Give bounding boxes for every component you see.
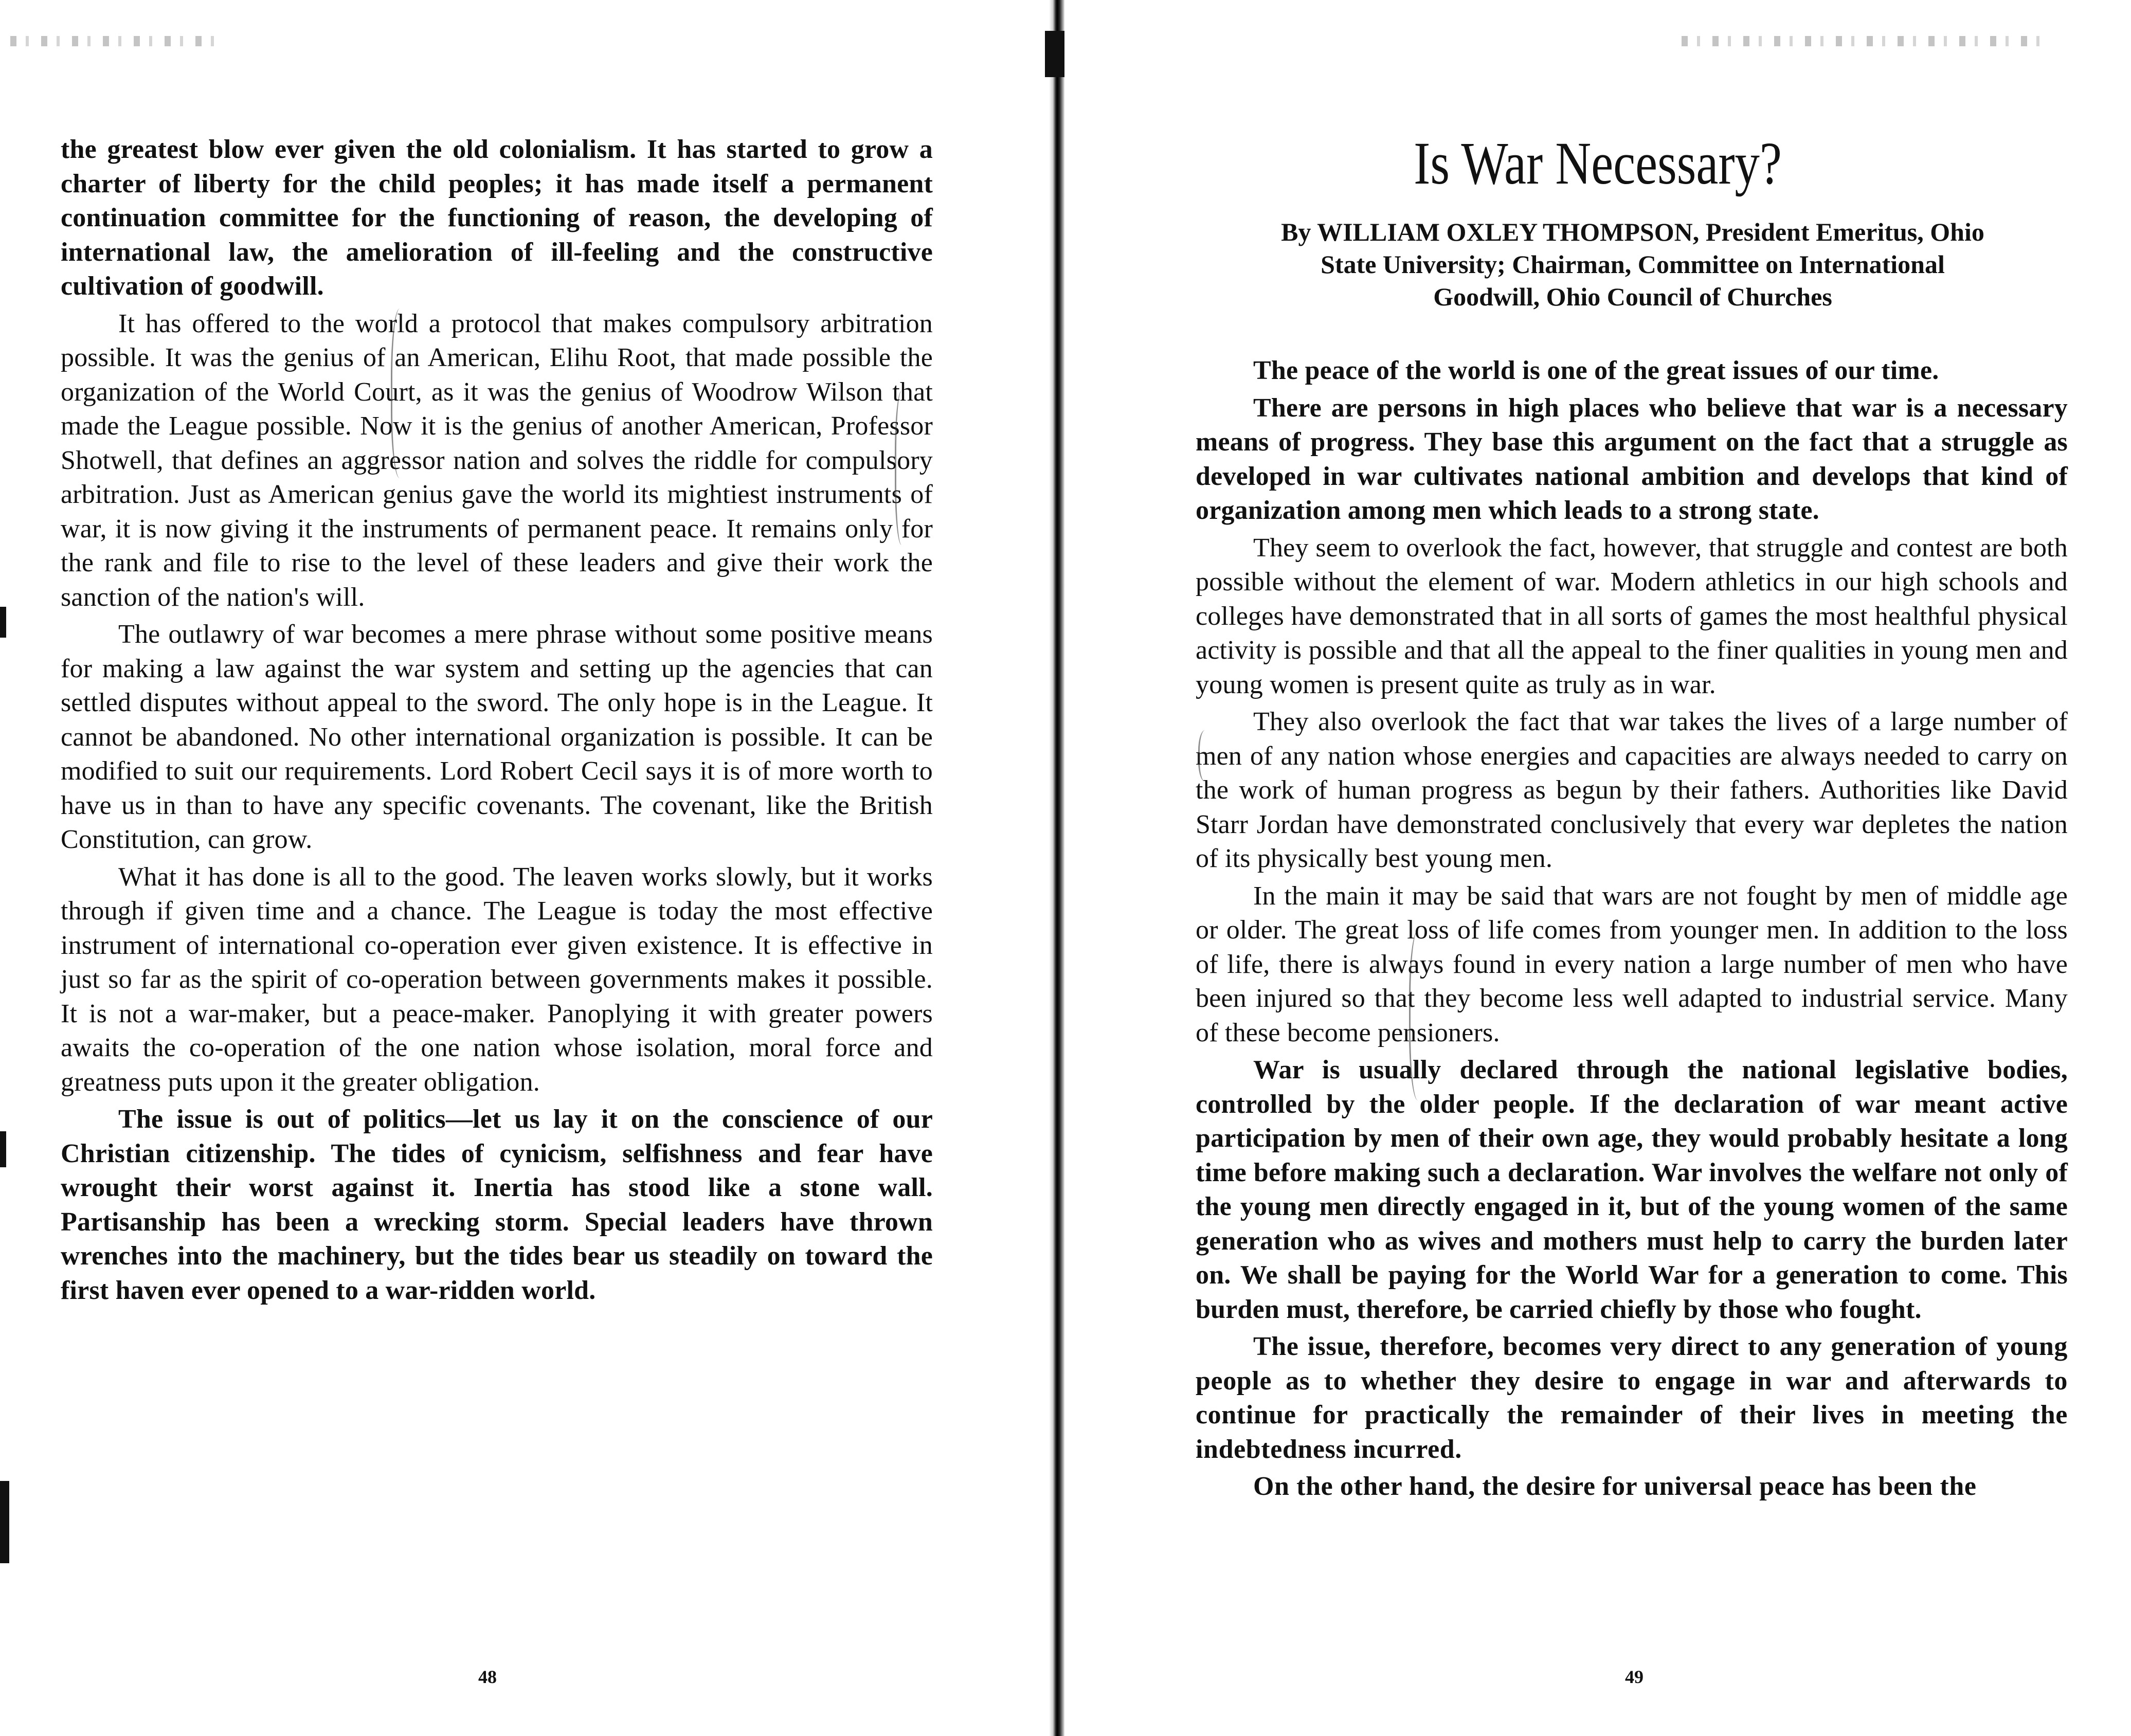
paragraph: It has offered to the world a protocol that makes compulsory arbitration possible. It was the genius of an American, Elihu Root, that made possible the organization of the World Court, as it was the genius of Woodrow Wilson that made the League possible. Now it is the genius of another American, Professor Shotwell, that defines an aggressor nation and solves the riddle for compulsory arbitration. Just as American genius gave the world its mightiest instruments of war, it is now giving it the instruments of permanent peace. It remains only for the rank and file to rise to the level of these leaders and give their work the sanction of the nation's will. [61,309,933,612]
left-page-text [61,133,933,1311]
scan-edge-artifact [0,607,6,638]
paragraph: There are persons in high places who believe that war is a necessary means of progress. They base this argument on the fact that a struggle as developed in war cultivates national ambition and develops that kind of organization among men which leads to a strong state. [1196,393,2068,525]
pen-mark [1198,730,1215,782]
scan-edge-artifact [0,1131,6,1167]
paragraph: The issue is out of politics—let us lay it on the conscience of our Christian citizenship. The tides of cynicism, selfishness and fear have wrought their worst against it. Inertia has stood like a stone wall. Partisanship has been a wrecking storm. Special leaders have thrown wrenches into the machinery, but the tides bear us steadily on toward the first haven ever opened to a war-ridden world. [61,1105,933,1305]
paragraph: On the other hand, the desire for universal peace has been the [1253,1472,1977,1501]
pen-mark [391,309,413,478]
scan-edge-artifact [0,1481,9,1563]
article-title: Is War Necessary? [1414,130,1782,197]
paragraph: In the main it may be said that wars are not fought by men of middle age or older. The great loss of life comes from younger men. In addition to the loss of life, there is always found in every nation a large number of men who have been injured so that they become less well adapted to industrial service. Many of these become pensioners. [1196,881,2068,1047]
scan-edge-artifact [10,36,226,46]
paragraph: What it has done is all to the good. The leaven works slowly, but it works through if given time and a chance. The League is today the most effective instrument of international co-operation ever given existence. It is effective in just so far as the spirit of co-operation between governments makes it possible. It is not a war-maker, but a peace-maker. Panoplying it with greater powers awaits the co-operation of the one nation whose isolation, moral force and greatness puts upon it the greater obligation. [61,862,933,1097]
page-number: 49 [1625,1667,1644,1687]
paragraph: the greatest blow ever given the old colonialism. It has started to grow a charter of liberty for the child peoples; it has made itself a permanent continuation committee for the functioning of reason, the developing of international law, the amelioration of ill-feeling and the constructive cultivation of goodwill. [61,135,933,301]
byline-line: State University; Chairman, Committee on International [1321,250,1945,279]
book-gutter [1049,0,1064,1736]
byline-line: By WILLIAM OXLEY THOMPSON, President Emeritus, Ohio [1281,218,1984,246]
byline [1196,216,2070,313]
scan-edge-artifact [1682,36,2042,46]
left-page [0,0,1049,1736]
right-page-text [1196,354,2068,1507]
paragraph: They also overlook the fact that war takes the lives of a large number of men of any nation whose energies and capacities are always needed to carry on the work of human progress as begun by their fathers. Authorities like David Starr Jordan have demonstrated conclusively that every war depletes the nation of its physically best young men. [1196,707,2068,873]
byline-line: Goodwill, Ohio Council of Churches [1433,282,1832,311]
paragraph: They seem to overlook the fact, however, that struggle and contest are both possible without the element of war. Modern athletics in our high schools and colleges have demonstrated that in all sorts of games the most healthful physical activity is possible and that all the appeal to the finer qualities in young men and young women is present quite as truly as in war. [1196,533,2068,699]
paragraph: War is usually declared through the national legislative bodies, controlled by the older people. If the declaration of war meant active participation by men of their own age, they would probably hesitate a long time before making such a declaration. War involves the welfare not only of the young men directly engaged in it, but of the young women of the same generation who as wives and mothers must help to carry the burden later on. We shall be paying for the World War for a generation to come. This burden must, therefore, be carried chiefly by those who fought. [1196,1055,2068,1324]
pen-mark [895,391,912,545]
paragraph: The issue, therefore, becomes very direct to any generation of young people as to whether they desire to engage in war and afterwards to continue for practically the remainder of their lives in meeting the indebtedness incurred. [1196,1332,2068,1464]
paragraph: The outlawry of war becomes a mere phrase without some positive means for making a law against the war system and setting up the agencies that can settled disputes without appeal to the sword. The only hope is in the League. It cannot be abandoned. No other international organization is possible. It can be modified to suit our requirements. Lord Robert Cecil says it is of more worth to have us in than to have any specific covenants. The covenant, like the British Constitution, can grow. [61,620,933,854]
page-number: 48 [478,1667,497,1687]
pen-mark [1409,931,1431,1100]
paragraph: The peace of the world is one of the great issues of our time. [1253,356,1939,385]
